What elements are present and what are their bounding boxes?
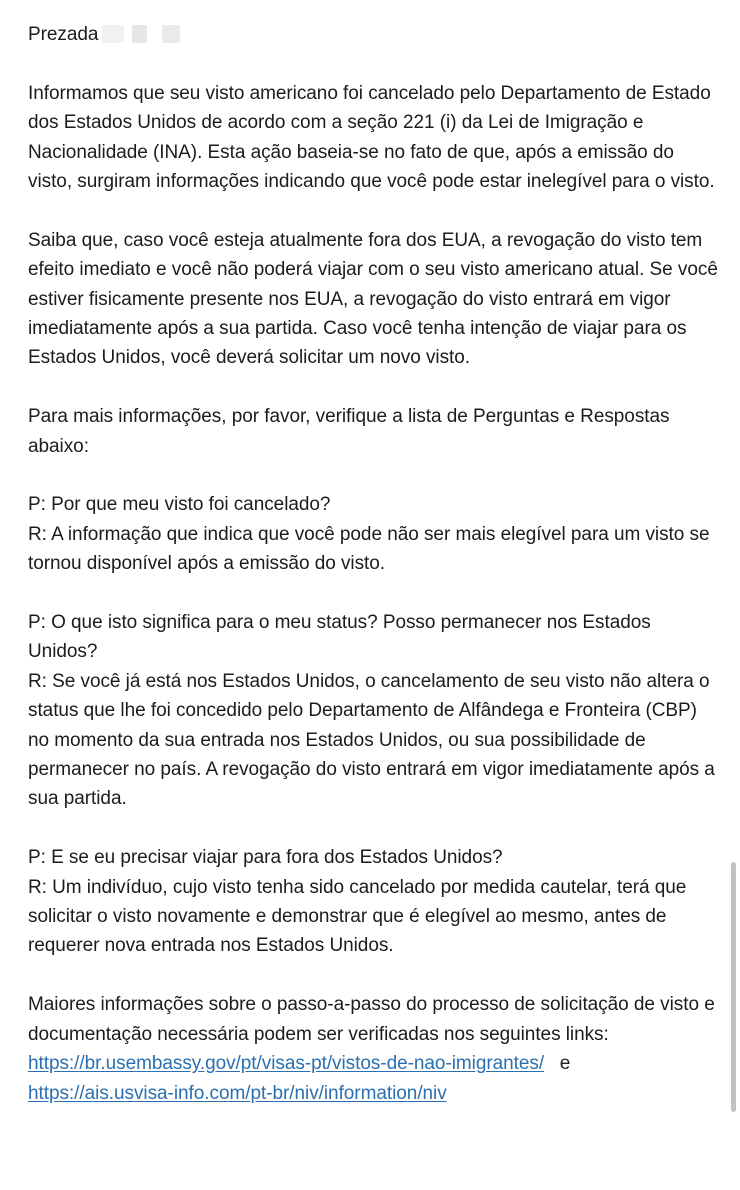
faq-question: P: O que isto significa para o meu status? Posso permanecer nos Estados Unidos?: [28, 612, 651, 663]
faq-answer: R: Se você já está nos Estados Unidos, o cancelamento de seu visto não altera o status que lhe foi concedido pelo Departamento de Alfândega e Fronteira (CBP) no momento da sua entrada nos Estados Unidos, ou sua possibilidade de permanecer no país. A revogação do visto entrará em vigor imediatamente após a sua partida.: [28, 670, 715, 810]
effect-paragraph: Saiba que, caso você esteja atualmente fora dos EUA, a revogação do visto tem efeito imediato e você não poderá viajar com o seu visto americano atual. Se você estiver fisicamente presente nos EUA, a revogação do visto entrará em vigor imediatamente após a sua partida. Caso você tenha intenção de viajar para os Estados Unidos, você deverá solicitar um novo visto.: [28, 229, 718, 369]
greeting: Prezada: [28, 24, 99, 45]
redacted-name-block: [102, 25, 124, 43]
vertical-scrollbar[interactable]: [731, 862, 736, 1112]
faq-item: [28, 843, 718, 961]
redacted-name-block: [132, 25, 147, 43]
usvisa-info-link[interactable]: https://ais.usvisa-info.com/pt-br/niv/information/niv: [28, 1082, 447, 1104]
redacted-name-block: [162, 25, 180, 43]
faq-question: P: E se eu precisar viajar para fora dos Estados Unidos?: [28, 847, 503, 869]
link-connector: e: [559, 1053, 571, 1075]
email-body: [28, 20, 718, 1137]
closing-paragraph: [28, 990, 718, 1108]
faq-answer: R: A informação que indica que você pode não ser mais elegível para um visto se tornou disponível após a emissão do visto.: [28, 523, 710, 575]
closing-text: Maiores informações sobre o passo-a-passo do processo de solicitação de visto e documentação necessária podem ser verificadas nos seguintes links:: [28, 994, 715, 1045]
embassy-visa-link[interactable]: https://br.usembassy.gov/pt/visas-pt/vistos-de-nao-imigrantes/: [28, 1053, 545, 1075]
faq-answer: R: Um indivíduo, cujo visto tenha sido cancelado por medida cautelar, terá que solicitar o visto novamente e demonstrar que é elegível ao mesmo, antes de requerer nova entrada nos Estados Unidos.: [28, 876, 687, 957]
faq-item: [28, 608, 718, 814]
faq-intro: Para mais informações, por favor, verifique a lista de Perguntas e Respostas abaixo:: [28, 406, 670, 457]
faq-item: [28, 490, 718, 578]
intro-paragraph: Informamos que seu visto americano foi cancelado pelo Departamento de Estado dos Estados Unidos de acordo com a seção 221 (i) da Lei de Imigração e Nacionalidade (INA). Esta ação baseia-se no fato de que, após a emissão do visto, surgiram informações indicando que você pode estar inelegível para o visto.: [28, 82, 715, 192]
greeting-row: [28, 20, 718, 49]
faq-question: P: Por que meu visto foi cancelado?: [28, 494, 331, 516]
